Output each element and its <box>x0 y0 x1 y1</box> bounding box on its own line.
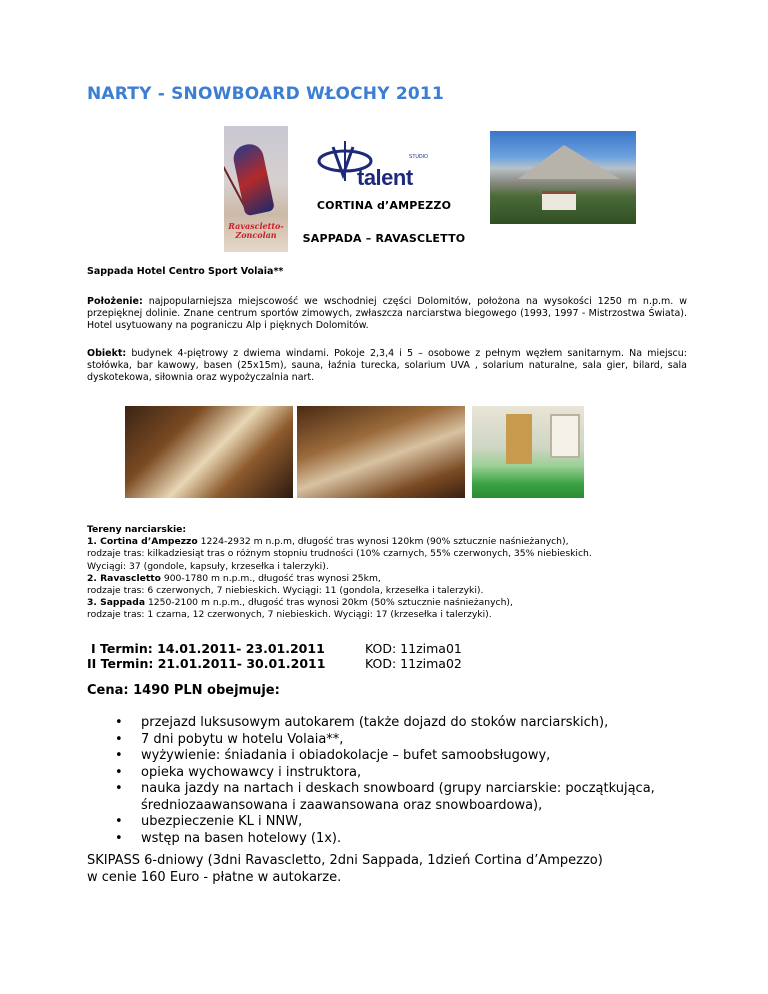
terrain-heading: Tereny narciarskie: <box>87 524 186 535</box>
term-codes <box>365 641 462 671</box>
list-item: • opieka wychowawcy i instruktora, <box>87 765 655 782</box>
object-label: Obiekt: <box>87 348 127 359</box>
window <box>550 414 580 458</box>
list-item: • ubezpieczenie KL i NNW, <box>87 814 655 831</box>
poster-caption: Ravascletto-Zoncolan <box>228 221 284 240</box>
terrain-sappada-text: 1250-2100 m n.p.m., długość tras wynosi 20km (50% sztucznie naśnieżanych), <box>145 597 513 609</box>
list-item: • przejazd luksusowym autokarem (także dojazd do stoków narciarskich), <box>87 715 655 732</box>
hotel-bedroom-photo <box>472 406 584 498</box>
talent-logo <box>317 133 444 191</box>
logo-subtext: STUDIO <box>409 154 428 160</box>
logo-wordmark: talent <box>357 165 413 190</box>
list-item-line: nauka jazdy na nartach i deskach snowboard (grupy narciarskie: początkująca, <box>141 781 655 796</box>
terrain-row-cortina <box>87 536 707 548</box>
list-item <box>87 781 655 814</box>
term-1: I Termin: 14.01.2011- 23.01.2011 <box>91 641 325 656</box>
code-2: KOD: 11zima02 <box>365 656 462 671</box>
location-paragraph <box>87 296 687 332</box>
included-list <box>87 715 655 847</box>
terrain-cortina-label: 1. Cortina d’Ampezzo <box>87 536 198 548</box>
terrain-row: Wyciągi: 37 (gondole, kapsuły, krzesełka i talerzyki). <box>87 560 329 572</box>
code-1: KOD: 11zima01 <box>365 641 462 656</box>
list-item-line: średniozaawansowana i zaawansowana oraz snowboardowa), <box>141 797 543 813</box>
terrain-row: rodzaje tras: 6 czerwonych, 7 niebieskich. Wyciągi: 11 (gondola, krzesełka i talerzyki). <box>87 585 484 597</box>
terrain-ravascletto-text: 900-1780 m n.p.m., długość tras wynosi 25km, <box>160 572 381 584</box>
hotel-name: Sappada Hotel Centro Sport Volaia** <box>87 266 284 277</box>
location-heading-2: SAPPADA – RAVASCLETTO <box>302 232 466 245</box>
location-text: najpopularniejsza miejscowość we wschodniej części Dolomitów, położona na wysokości 1250 m n.p.m. w przepięknej dolinie. Znane centrum sportów zimowych, zwłaszcza narciarstwa biegowego (1993, 1997 - Mistrzostwa Świata). Hotel usytuowany na pograniczu Alp i pięknych Dolomitów. <box>87 296 687 331</box>
location-heading-1: CORTINA d’AMPEZZO <box>316 199 452 212</box>
skipass-line-2: w cenie 160 Euro - płatne w autokarze. <box>87 869 342 885</box>
list-item: • 7 dni pobytu w hotelu Volaia**, <box>87 732 655 749</box>
hotel-staircase-photo <box>297 406 465 498</box>
terrain-row: rodzaje tras: kilkadziesiąt tras o różnym stopniu trudności (10% czarnych, 55% czerwonych, 35% niebieskich. <box>87 548 592 560</box>
list-item: • wstęp na basen hotelowy (1x). <box>87 831 655 848</box>
skipass-info <box>87 853 707 886</box>
list-item: • wyżywienie: śniadania i obiadokolacje – bufet samoobsługowy, <box>87 748 655 765</box>
terrain-row: rodzaje tras: 1 czarna, 12 czerwonych, 7 niebieskich. Wyciągi: 17 (krzesełka i talerzyki). <box>87 609 492 621</box>
mountain-peak <box>518 145 620 179</box>
ski-terrain-section <box>87 524 707 622</box>
terrain-ravascletto-label: 2. Ravascletto <box>87 572 161 584</box>
terrain-cortina-text: 1224-2932 m n.p.m, długość tras wynosi 120km (90% sztucznie naśnieżanych), <box>197 536 569 548</box>
skipass-line-1: SKIPASS 6-dniowy (3dni Ravascletto, 2dni Sappada, 1dzień Cortina d’Ampezzo) <box>87 853 603 868</box>
location-label: Położenie: <box>87 296 143 307</box>
object-text: budynek 4-piętrowy z dwiema windami. Pokoje 2,3,4 i 5 – osobowe z pełnym węzłem sanitarnym. Na miejscu: stołówka, bar kawowy, basen (25x15m), sauna, łaźnia turecka, solarium UVA , solarium naturalne, sala gier, bilard, sala dyskotekowa, siłownia oraz wypożyczalnia nart. <box>87 348 687 383</box>
terrain-sappada-label: 3. Sappada <box>87 597 146 609</box>
hotel-lounge-photo <box>125 406 293 498</box>
object-paragraph <box>87 348 687 384</box>
terrain-row-sappada <box>87 597 707 609</box>
wardrobe <box>506 414 532 464</box>
term-dates <box>87 641 325 671</box>
terrain-row-ravascletto <box>87 573 707 585</box>
price-heading: Cena: 1490 PLN obejmuje: <box>87 683 280 698</box>
term-2: II Termin: 21.01.2011- 30.01.2011 <box>87 656 326 671</box>
page-title: NARTY - SNOWBOARD WŁOCHY 2011 <box>87 84 444 104</box>
